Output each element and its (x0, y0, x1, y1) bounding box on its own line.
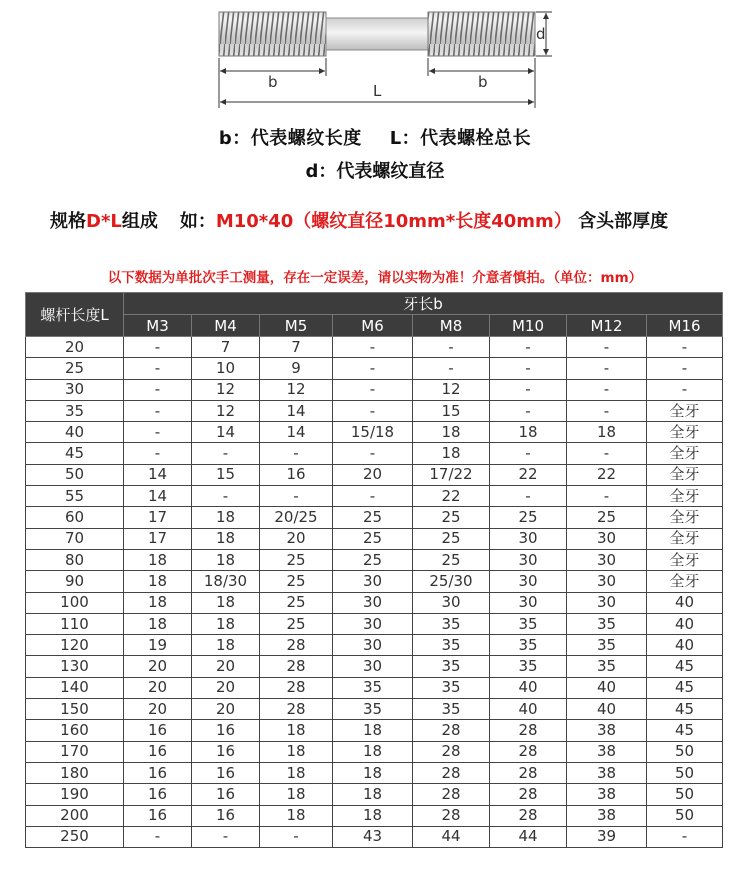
thread-length-cell: 40 (647, 592, 723, 613)
thread-length-cell: 12 (413, 379, 490, 400)
thread-length-cell: - (333, 443, 413, 464)
thread-length-cell: 18 (260, 784, 333, 805)
table-row (26, 358, 723, 379)
column-header-m5: M5 (260, 315, 333, 337)
thread-length-cell: 16 (124, 784, 192, 805)
thread-length-cell: 7 (260, 337, 333, 358)
table-row (26, 656, 723, 677)
group-header-thread-length: 牙长b (124, 293, 723, 315)
thread-length-cell: - (333, 379, 413, 400)
thread-length-cell: 50 (647, 805, 723, 826)
thread-length-cell: 44 (490, 826, 567, 847)
length-cell: 200 (26, 805, 124, 826)
thread-length-cell: 20/25 (260, 507, 333, 528)
thread-length-cell: 28 (413, 784, 490, 805)
thread-length-cell: - (490, 379, 567, 400)
thread-length-cell: 14 (260, 422, 333, 443)
thread-length-cell: - (490, 358, 567, 379)
thread-length-cell: 28 (260, 677, 333, 698)
row-header-length: 螺杆长度L (26, 293, 124, 337)
thread-length-cell: 16 (124, 720, 192, 741)
thread-length-cell: 35 (333, 699, 413, 720)
thread-length-cell: 16 (124, 741, 192, 762)
thread-length-cell: 18 (124, 613, 192, 634)
thread-length-cell: 全牙 (647, 486, 723, 507)
length-cell: 190 (26, 784, 124, 805)
thread-length-cell: 38 (567, 805, 647, 826)
thread-length-cell: 25 (260, 592, 333, 613)
thread-length-cell: 35 (567, 635, 647, 656)
thread-length-cell: 12 (192, 379, 260, 400)
thread-length-cell: - (192, 486, 260, 507)
thread-length-cell: 50 (647, 784, 723, 805)
thread-length-cell: 20 (124, 699, 192, 720)
thread-length-cell: 28 (490, 784, 567, 805)
thread-length-cell: 25 (260, 571, 333, 592)
table-row (26, 784, 723, 805)
thread-length-cell: 35 (490, 635, 567, 656)
thread-length-cell: - (647, 379, 723, 400)
thread-length-cell: - (333, 486, 413, 507)
table-row (26, 635, 723, 656)
table-row (26, 571, 723, 592)
thread-length-cell: - (124, 337, 192, 358)
thread-length-cell: 45 (647, 677, 723, 698)
thread-length-cell: 25 (260, 613, 333, 634)
thread-length-cell: 全牙 (647, 422, 723, 443)
thread-length-cell: 35 (413, 677, 490, 698)
thread-length-cell: 12 (192, 400, 260, 421)
thread-length-cell: 28 (490, 762, 567, 783)
thread-length-cell: 18 (260, 741, 333, 762)
thread-length-cell: 38 (567, 741, 647, 762)
thread-length-cell: 43 (333, 826, 413, 847)
thread-length-cell: 38 (567, 784, 647, 805)
length-cell: 20 (26, 337, 124, 358)
thread-length-cell: 17/22 (413, 464, 490, 485)
thread-length-cell: - (490, 486, 567, 507)
thread-length-cell: 40 (490, 699, 567, 720)
length-cell: 35 (26, 400, 124, 421)
length-cell: 60 (26, 507, 124, 528)
thread-length-cell: - (567, 486, 647, 507)
length-cell: 30 (26, 379, 124, 400)
thread-length-cell: 25 (413, 528, 490, 549)
thread-length-cell: 20 (260, 528, 333, 549)
thread-length-cell: - (260, 443, 333, 464)
thread-length-cell: 28 (490, 720, 567, 741)
thread-length-cell: 18 (192, 635, 260, 656)
thread-length-cell: - (567, 358, 647, 379)
length-cell: 250 (26, 826, 124, 847)
thread-length-cell: 16 (192, 762, 260, 783)
thread-length-cell: 18 (413, 422, 490, 443)
thread-length-cell: 25 (333, 549, 413, 570)
length-cell: 130 (26, 656, 124, 677)
thread-length-cell: - (567, 400, 647, 421)
thread-length-cell: 16 (192, 805, 260, 826)
thread-length-cell: 30 (333, 635, 413, 656)
spec-suffix: 组成 (121, 211, 158, 232)
thread-length-cell: 38 (567, 762, 647, 783)
thread-length-cell: 40 (490, 677, 567, 698)
table-row (26, 677, 723, 698)
thread-length-cell: 18 (333, 762, 413, 783)
thread-length-cell: 30 (333, 613, 413, 634)
thread-length-cell: 28 (260, 656, 333, 677)
thread-length-cell: 18 (490, 422, 567, 443)
thread-length-cell: - (567, 379, 647, 400)
thread-length-cell: - (124, 400, 192, 421)
length-cell: 160 (26, 720, 124, 741)
thread-length-cell: 16 (124, 762, 192, 783)
thread-length-cell: 50 (647, 741, 723, 762)
thread-length-cell: 40 (567, 677, 647, 698)
legend-row-1 (0, 124, 750, 150)
thread-length-cell: 38 (567, 720, 647, 741)
legend-L-description: L：代表螺栓总长 (389, 128, 532, 149)
thread-length-cell: 20 (192, 656, 260, 677)
table-row (26, 486, 723, 507)
thread-length-cell: 20 (192, 699, 260, 720)
thread-length-cell: 17 (124, 528, 192, 549)
thread-length-cell: 18 (124, 549, 192, 570)
thread-length-cell: 30 (490, 549, 567, 570)
table-row (26, 422, 723, 443)
thread-length-cell: 18 (192, 549, 260, 570)
thread-length-cell: 30 (567, 592, 647, 613)
thread-length-cell: 25 (567, 507, 647, 528)
thread-length-cell: 30 (567, 571, 647, 592)
length-cell: 70 (26, 528, 124, 549)
thread-length-cell: 18 (124, 571, 192, 592)
thread-length-cell: 30 (333, 571, 413, 592)
thread-length-cell: 45 (647, 720, 723, 741)
thread-length-cell: 30 (333, 656, 413, 677)
length-cell: 150 (26, 699, 124, 720)
thread-length-cell: 20 (124, 677, 192, 698)
thread-length-cell: - (192, 826, 260, 847)
table-row (26, 400, 723, 421)
thread-length-cell: - (192, 443, 260, 464)
thread-length-cell: 16 (192, 741, 260, 762)
thread-length-cell: 14 (192, 422, 260, 443)
thread-length-cell: 28 (413, 762, 490, 783)
thread-length-cell: 22 (490, 464, 567, 485)
column-header-m16: M16 (647, 315, 723, 337)
thread-length-cell: 22 (567, 464, 647, 485)
thread-length-cell: - (647, 358, 723, 379)
thread-length-cell: 35 (490, 613, 567, 634)
thread-length-cell: 18 (260, 720, 333, 741)
thread-length-cell: 30 (490, 571, 567, 592)
right-thread (428, 12, 535, 56)
thread-length-cell: 16 (192, 784, 260, 805)
thread-length-cell: 15 (413, 400, 490, 421)
thread-length-cell: 35 (413, 613, 490, 634)
thread-length-cell: 30 (490, 592, 567, 613)
column-header-m6: M6 (333, 315, 413, 337)
thread-length-cell: 18 (260, 762, 333, 783)
thread-length-cell: 25/30 (413, 571, 490, 592)
left-thread (219, 12, 326, 56)
thread-length-cell: 全牙 (647, 571, 723, 592)
thread-length-cell: 35 (413, 656, 490, 677)
length-cell: 50 (26, 464, 124, 485)
thread-length-cell: 28 (413, 741, 490, 762)
thread-length-cell: 17 (124, 507, 192, 528)
thread-length-cell: 18 (260, 805, 333, 826)
length-cell: 90 (26, 571, 124, 592)
table-row (26, 699, 723, 720)
thread-length-cell: 35 (567, 656, 647, 677)
thread-length-cell: 20 (192, 677, 260, 698)
dimension-b-right-label: b (478, 73, 488, 91)
length-cell: 80 (26, 549, 124, 570)
thread-length-cell: 18 (333, 720, 413, 741)
thread-length-cell: - (647, 337, 723, 358)
thread-length-cell: 20 (124, 656, 192, 677)
table-row (26, 826, 723, 847)
length-cell: 180 (26, 762, 124, 783)
thread-length-cell: 18 (124, 592, 192, 613)
thread-length-cell: 15/18 (333, 422, 413, 443)
table-row (26, 379, 723, 400)
table-row (26, 592, 723, 613)
table-row (26, 464, 723, 485)
thread-length-cell: 35 (490, 656, 567, 677)
thread-length-cell: 28 (260, 635, 333, 656)
thread-length-cell: 25 (260, 549, 333, 570)
thread-length-cell: 28 (413, 805, 490, 826)
table-row (26, 337, 723, 358)
thread-length-cell: - (413, 358, 490, 379)
dimension-L-label: L (373, 82, 382, 100)
thread-length-cell: - (260, 826, 333, 847)
spec-formula: D*L (86, 211, 122, 232)
thread-length-cell: 45 (647, 699, 723, 720)
thread-length-cell: 28 (260, 699, 333, 720)
thread-length-cell: - (333, 358, 413, 379)
thread-length-cell: 25 (490, 507, 567, 528)
table-row (26, 613, 723, 634)
thread-length-cell: 30 (333, 592, 413, 613)
thread-length-cell: 40 (647, 613, 723, 634)
thread-length-cell: 28 (490, 741, 567, 762)
thread-length-cell: 12 (260, 379, 333, 400)
thread-length-cell: 18 (333, 741, 413, 762)
thread-length-cell: 全牙 (647, 443, 723, 464)
thread-length-cell: - (124, 443, 192, 464)
spec-format-line (50, 207, 668, 233)
thread-length-cell: 50 (647, 762, 723, 783)
thread-length-cell: 16 (124, 805, 192, 826)
thread-length-cell: 16 (260, 464, 333, 485)
thread-length-cell: 44 (413, 826, 490, 847)
thread-length-cell: - (567, 337, 647, 358)
thread-length-cell: - (333, 337, 413, 358)
thread-length-cell: 30 (413, 592, 490, 613)
column-header-m12: M12 (567, 315, 647, 337)
spec-prefix: 规格 (50, 211, 86, 232)
thread-length-cell: 18 (567, 422, 647, 443)
table-row (26, 528, 723, 549)
thread-length-cell: - (413, 337, 490, 358)
thread-length-cell: - (124, 379, 192, 400)
thread-length-cell: 全牙 (647, 400, 723, 421)
thread-length-cell: - (124, 826, 192, 847)
length-cell: 110 (26, 613, 124, 634)
thread-length-cell: 18 (333, 784, 413, 805)
thread-length-cell: 28 (413, 720, 490, 741)
length-cell: 120 (26, 635, 124, 656)
table-row (26, 507, 723, 528)
length-cell: 25 (26, 358, 124, 379)
length-cell: 55 (26, 486, 124, 507)
measurement-notice: 以下数据为单批次手工测量，存在一定误差，请以实物为准！介意者慎拍。（单位：mm） (107, 270, 643, 286)
thread-length-cell: 25 (413, 507, 490, 528)
thread-length-cell: - (333, 400, 413, 421)
thread-length-cell: 全牙 (647, 464, 723, 485)
legend-row-2 (0, 157, 750, 183)
thread-length-cell: - (647, 826, 723, 847)
legend-b-description: b：代表螺纹长度 (218, 128, 362, 149)
table-row (26, 741, 723, 762)
thread-length-cell: 35 (413, 699, 490, 720)
table-row (26, 762, 723, 783)
spec-note: 含头部厚度 (578, 211, 669, 232)
thread-length-cell: 30 (567, 528, 647, 549)
thread-length-cell: 7 (192, 337, 260, 358)
thread-length-cell: 18 (333, 805, 413, 826)
thread-length-cell: 16 (192, 720, 260, 741)
table-row (26, 720, 723, 741)
table-row (26, 443, 723, 464)
thread-length-cell: 10 (192, 358, 260, 379)
thread-length-cell: 9 (260, 358, 333, 379)
thread-length-cell: 18 (413, 443, 490, 464)
table-row (26, 805, 723, 826)
thread-length-cell: 全牙 (647, 507, 723, 528)
column-header-m10: M10 (490, 315, 567, 337)
dimension-b-left-label: b (268, 73, 278, 91)
thread-length-cell: - (124, 358, 192, 379)
thread-length-cell: 20 (333, 464, 413, 485)
length-cell: 40 (26, 422, 124, 443)
thread-length-cell: 15 (192, 464, 260, 485)
thread-length-cell: 18 (192, 592, 260, 613)
thread-length-table (25, 292, 723, 848)
thread-length-cell: 全牙 (647, 528, 723, 549)
column-header-m3: M3 (124, 315, 192, 337)
thread-length-cell: - (567, 443, 647, 464)
thread-length-cell: - (490, 443, 567, 464)
thread-length-cell: 14 (260, 400, 333, 421)
thread-length-cell: 25 (333, 507, 413, 528)
length-cell: 45 (26, 443, 124, 464)
length-cell: 170 (26, 741, 124, 762)
thread-length-cell: - (490, 400, 567, 421)
stud-bolt-diagram (0, 0, 750, 115)
thread-length-cell: 30 (567, 549, 647, 570)
thread-length-cell: 全牙 (647, 549, 723, 570)
thread-length-cell: 14 (124, 464, 192, 485)
thread-length-cell: 35 (567, 613, 647, 634)
legend-d-description: d：代表螺纹直径 (305, 161, 445, 182)
thread-length-cell: 28 (490, 805, 567, 826)
thread-length-cell: 39 (567, 826, 647, 847)
thread-length-cell: 14 (124, 486, 192, 507)
thread-length-cell: 30 (490, 528, 567, 549)
dimension-d-label: d (536, 25, 546, 43)
thread-length-cell: 40 (567, 699, 647, 720)
thread-length-cell: 25 (333, 528, 413, 549)
shank (326, 18, 428, 50)
thread-length-cell: 22 (413, 486, 490, 507)
spec-example-label: 如： (179, 211, 216, 232)
thread-length-cell: 35 (333, 677, 413, 698)
length-cell: 100 (26, 592, 124, 613)
column-header-m4: M4 (192, 315, 260, 337)
thread-length-cell: 40 (647, 635, 723, 656)
thread-length-cell: 35 (413, 635, 490, 656)
column-header-m8: M8 (413, 315, 490, 337)
thread-length-cell: 25 (413, 549, 490, 570)
thread-length-cell: 18/30 (192, 571, 260, 592)
thread-length-cell: 45 (647, 656, 723, 677)
thread-length-cell: - (124, 422, 192, 443)
spec-example-value: M10*40（螺纹直径10mm*长度40mm） (215, 211, 572, 232)
table-row (26, 549, 723, 570)
thread-length-cell: - (490, 337, 567, 358)
thread-length-cell: 18 (192, 613, 260, 634)
thread-length-cell: 19 (124, 635, 192, 656)
length-cell: 140 (26, 677, 124, 698)
thread-length-cell: 18 (192, 528, 260, 549)
thread-length-cell: 18 (192, 507, 260, 528)
thread-length-cell: - (260, 486, 333, 507)
